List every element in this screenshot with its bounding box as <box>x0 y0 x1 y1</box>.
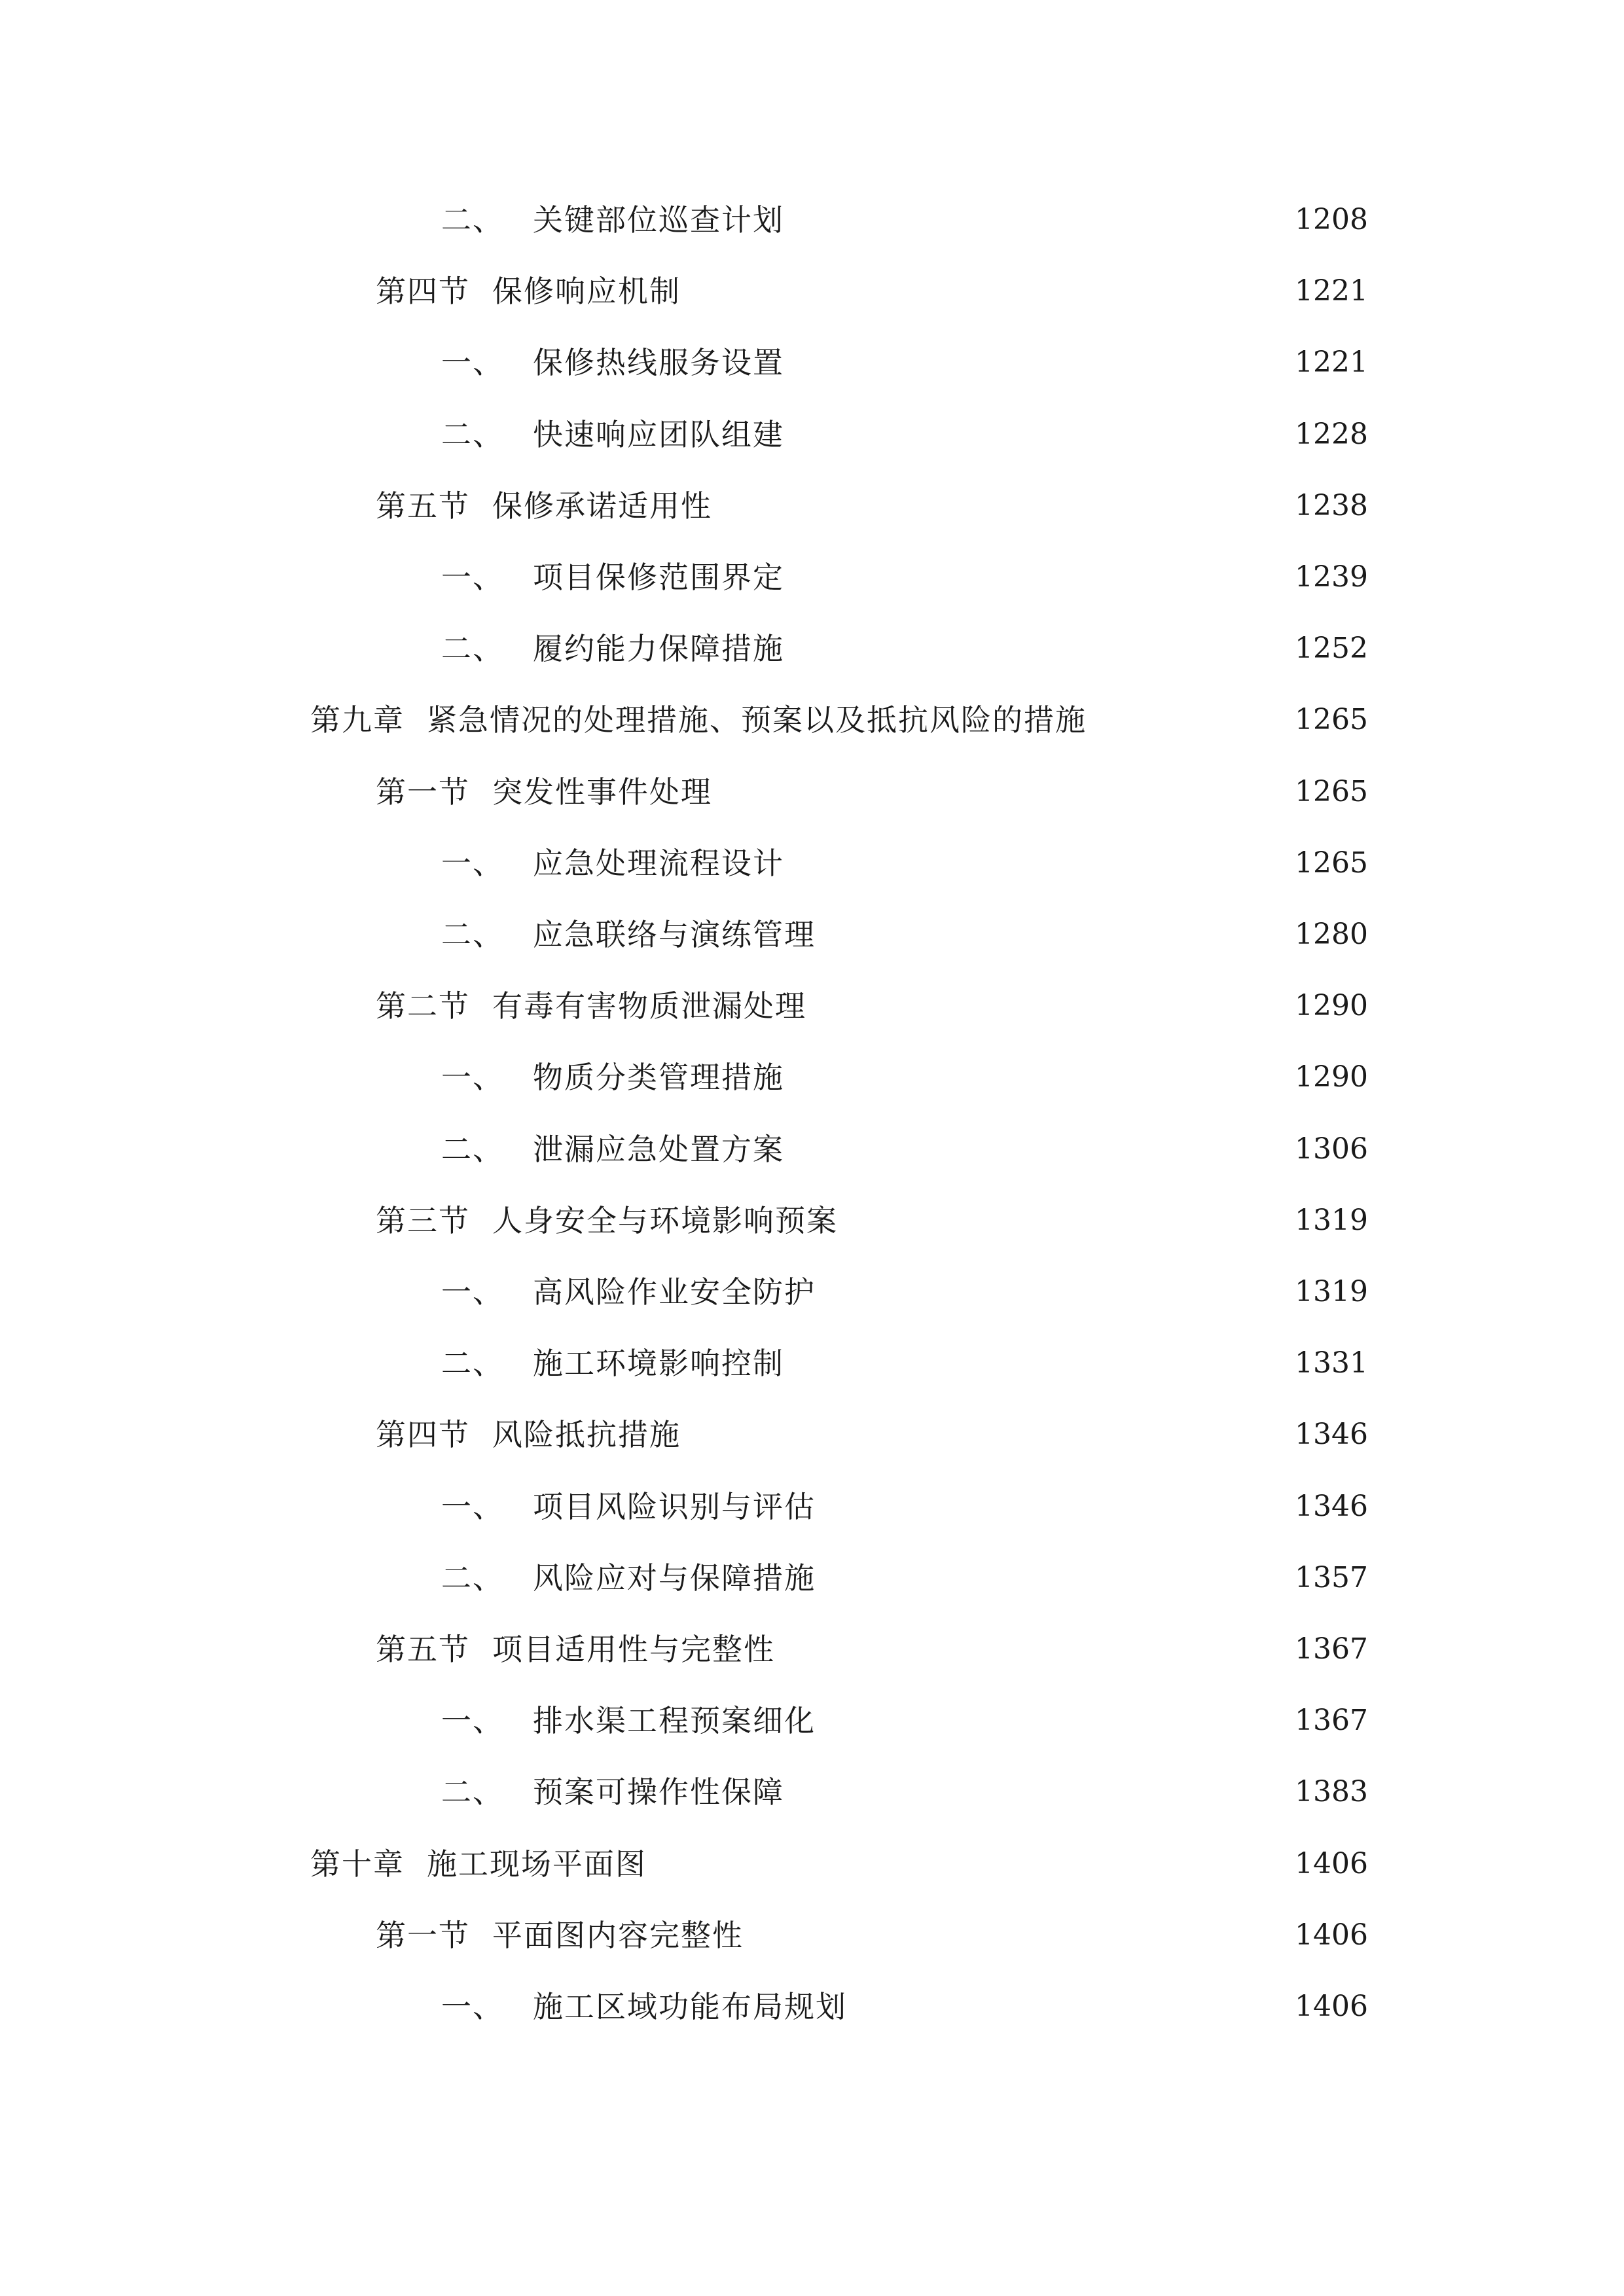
toc-entry-page: 1346 <box>1295 1489 1368 1523</box>
toc-entry[interactable] <box>441 1123 1368 1175</box>
toc-entry-number: 一、 <box>441 560 504 595</box>
dot-leader <box>689 265 1286 317</box>
toc-entry-page: 1290 <box>1295 989 1368 1023</box>
toc-entry-title: 关键部位巡查计划 <box>533 202 784 238</box>
toc-entry[interactable] <box>441 622 1368 675</box>
toc-entry[interactable] <box>441 1695 1368 1747</box>
toc-entry-title: 项目保修范围界定 <box>533 560 784 595</box>
toc-entry-number: 二、 <box>441 1560 504 1596</box>
toc-entry-page: 1265 <box>1295 703 1368 737</box>
toc-entry-title: 保修承诺适用性 <box>492 488 712 524</box>
toc-entry[interactable] <box>441 1480 1368 1533</box>
toc-entry-page: 1238 <box>1295 488 1368 522</box>
toc-entry-title: 排水渠工程预案细化 <box>533 1703 816 1739</box>
toc-entry-title: 项目风险识别与评估 <box>533 1488 816 1524</box>
toc-entry-title: 应急联络与演练管理 <box>533 917 816 952</box>
toc-entry-number: 二、 <box>441 1346 504 1382</box>
toc-entry[interactable] <box>310 1838 1368 1890</box>
toc-entry-title: 高风险作业安全防护 <box>533 1274 816 1310</box>
dot-leader <box>814 980 1286 1032</box>
dot-leader <box>792 408 1286 461</box>
toc-entry-page: 1265 <box>1295 774 1368 808</box>
toc-entry-page: 1221 <box>1295 346 1368 380</box>
toc-entry-number: 一、 <box>441 1989 504 2024</box>
toc-entry-page: 1265 <box>1295 846 1368 880</box>
toc-entry-number: 二、 <box>441 631 504 667</box>
toc-entry-title: 履约能力保障措施 <box>533 631 784 667</box>
dot-leader <box>792 1337 1286 1390</box>
toc-entry[interactable] <box>441 908 1368 961</box>
toc-entry-page: 1239 <box>1295 560 1368 594</box>
toc-entry-page: 1357 <box>1295 1560 1368 1594</box>
toc-entry-page: 1306 <box>1295 1132 1368 1166</box>
toc-entry-title: 突发性事件处理 <box>492 774 712 810</box>
toc-entry-number: 一、 <box>441 1060 504 1096</box>
dot-leader <box>823 1695 1286 1747</box>
toc-entry[interactable] <box>376 480 1368 532</box>
dot-leader <box>792 551 1286 603</box>
dot-leader <box>783 1623 1286 1676</box>
toc-entry-title: 人身安全与环境影响预案 <box>492 1202 838 1238</box>
toc-entry[interactable] <box>441 551 1368 603</box>
toc-entry[interactable] <box>376 1623 1368 1676</box>
dot-leader <box>792 837 1286 889</box>
toc-entry-page: 1221 <box>1295 274 1368 308</box>
toc-entry-page: 1331 <box>1295 1346 1368 1380</box>
toc-entry[interactable] <box>441 1981 1368 2033</box>
dot-leader <box>655 1838 1286 1890</box>
toc-entry-page: 1367 <box>1295 1632 1368 1666</box>
toc-entry-number: 第一节 <box>376 774 470 810</box>
toc-entry-page: 1406 <box>1295 1846 1368 1880</box>
toc-entry[interactable] <box>441 1766 1368 1818</box>
dot-leader <box>792 1766 1286 1818</box>
toc-entry[interactable] <box>441 194 1368 246</box>
toc-entry-number: 一、 <box>441 1274 504 1310</box>
toc-entry-number: 第五节 <box>376 488 470 524</box>
toc-entry-page: 1367 <box>1295 1704 1368 1738</box>
toc-entry-title: 项目适用性与完整性 <box>492 1632 775 1667</box>
toc-entry[interactable] <box>376 766 1368 818</box>
dot-leader <box>855 1981 1286 2033</box>
toc-entry-title: 应急处理流程设计 <box>533 845 784 881</box>
toc-entry[interactable] <box>376 1408 1368 1461</box>
toc-entry-page: 1346 <box>1295 1418 1368 1452</box>
toc-entry-page: 1290 <box>1295 1060 1368 1094</box>
dot-leader <box>792 336 1286 389</box>
toc-entry-page: 1252 <box>1295 632 1368 666</box>
toc-entry[interactable] <box>441 1337 1368 1390</box>
dot-leader <box>823 1552 1286 1604</box>
toc-entry-title: 风险抵抗措施 <box>492 1417 681 1453</box>
toc-entry[interactable] <box>376 980 1368 1032</box>
toc-entry-title: 施工现场平面图 <box>427 1846 647 1882</box>
dot-leader <box>792 194 1286 246</box>
dot-leader <box>792 1123 1286 1175</box>
toc-entry-number: 一、 <box>441 1488 504 1524</box>
toc-entry-number: 二、 <box>441 1774 504 1810</box>
dot-leader <box>1094 694 1286 746</box>
toc-entry-page: 1228 <box>1295 417 1368 451</box>
toc-entry-number: 第五节 <box>376 1632 470 1667</box>
toc-entry-title: 紧急情况的处理措施、预案以及抵抗风险的措施 <box>427 702 1087 738</box>
toc-entry-page: 1280 <box>1295 918 1368 951</box>
toc-entry-title: 保修响应机制 <box>492 274 681 310</box>
toc-entry-number: 二、 <box>441 1131 504 1167</box>
toc-entry[interactable] <box>441 1552 1368 1604</box>
toc-entry[interactable] <box>376 1194 1368 1247</box>
toc-entry-page: 1319 <box>1295 1203 1368 1237</box>
toc-entry-title: 快速响应团队组建 <box>533 416 784 452</box>
toc-entry-number: 第二节 <box>376 988 470 1024</box>
toc-entry-page: 1383 <box>1295 1775 1368 1809</box>
toc-entry[interactable] <box>441 336 1368 389</box>
toc-entry[interactable] <box>441 1051 1368 1103</box>
toc-entry-number: 一、 <box>441 845 504 881</box>
toc-entry-page: 1406 <box>1295 1990 1368 2023</box>
toc-entry-number: 二、 <box>441 416 504 452</box>
toc-entry[interactable] <box>376 1909 1368 1962</box>
toc-entry-number: 一、 <box>441 1703 504 1739</box>
toc-entry-title: 物质分类管理措施 <box>533 1060 784 1096</box>
toc-entry-number: 第一节 <box>376 1917 470 1953</box>
dot-leader <box>720 480 1286 532</box>
toc-entry-title: 泄漏应急处置方案 <box>533 1131 784 1167</box>
toc-entry-number: 一、 <box>441 345 504 381</box>
toc-entry-title: 有毒有害物质泄漏处理 <box>492 988 806 1024</box>
toc-entry-number: 二、 <box>441 202 504 238</box>
toc-entry-title: 保修热线服务设置 <box>533 345 784 381</box>
toc-entry[interactable] <box>376 265 1368 317</box>
toc-entry-number: 二、 <box>441 917 504 952</box>
toc-entry[interactable] <box>441 837 1368 889</box>
toc-entry[interactable] <box>441 408 1368 461</box>
toc-entry-title: 平面图内容完整性 <box>492 1917 744 1953</box>
toc-entry-number: 第十章 <box>310 1846 405 1882</box>
toc-entry-page: 1319 <box>1295 1275 1368 1308</box>
toc-entry-page: 1406 <box>1295 1918 1368 1952</box>
toc-entry-number: 第四节 <box>376 1417 470 1453</box>
toc-entry-number: 第九章 <box>310 702 405 738</box>
dot-leader <box>846 1194 1286 1247</box>
dot-leader <box>823 908 1286 961</box>
toc-entry-number: 第三节 <box>376 1202 470 1238</box>
toc-entry-title: 风险应对与保障措施 <box>533 1560 816 1596</box>
dot-leader <box>823 1480 1286 1533</box>
toc-entry-number: 第四节 <box>376 274 470 310</box>
dot-leader <box>823 1266 1286 1318</box>
dot-leader <box>792 622 1286 675</box>
toc-entry-title: 施工区域功能布局规划 <box>533 1989 847 2024</box>
dot-leader <box>720 766 1286 818</box>
toc-entry-title: 预案可操作性保障 <box>533 1774 784 1810</box>
toc-entry-title: 施工环境影响控制 <box>533 1346 784 1382</box>
dot-leader <box>689 1408 1286 1461</box>
dot-leader <box>792 1051 1286 1103</box>
dot-leader <box>751 1909 1286 1962</box>
toc-entry-page: 1208 <box>1295 203 1368 236</box>
toc-entry[interactable] <box>310 694 1368 746</box>
toc-entry[interactable] <box>441 1266 1368 1318</box>
